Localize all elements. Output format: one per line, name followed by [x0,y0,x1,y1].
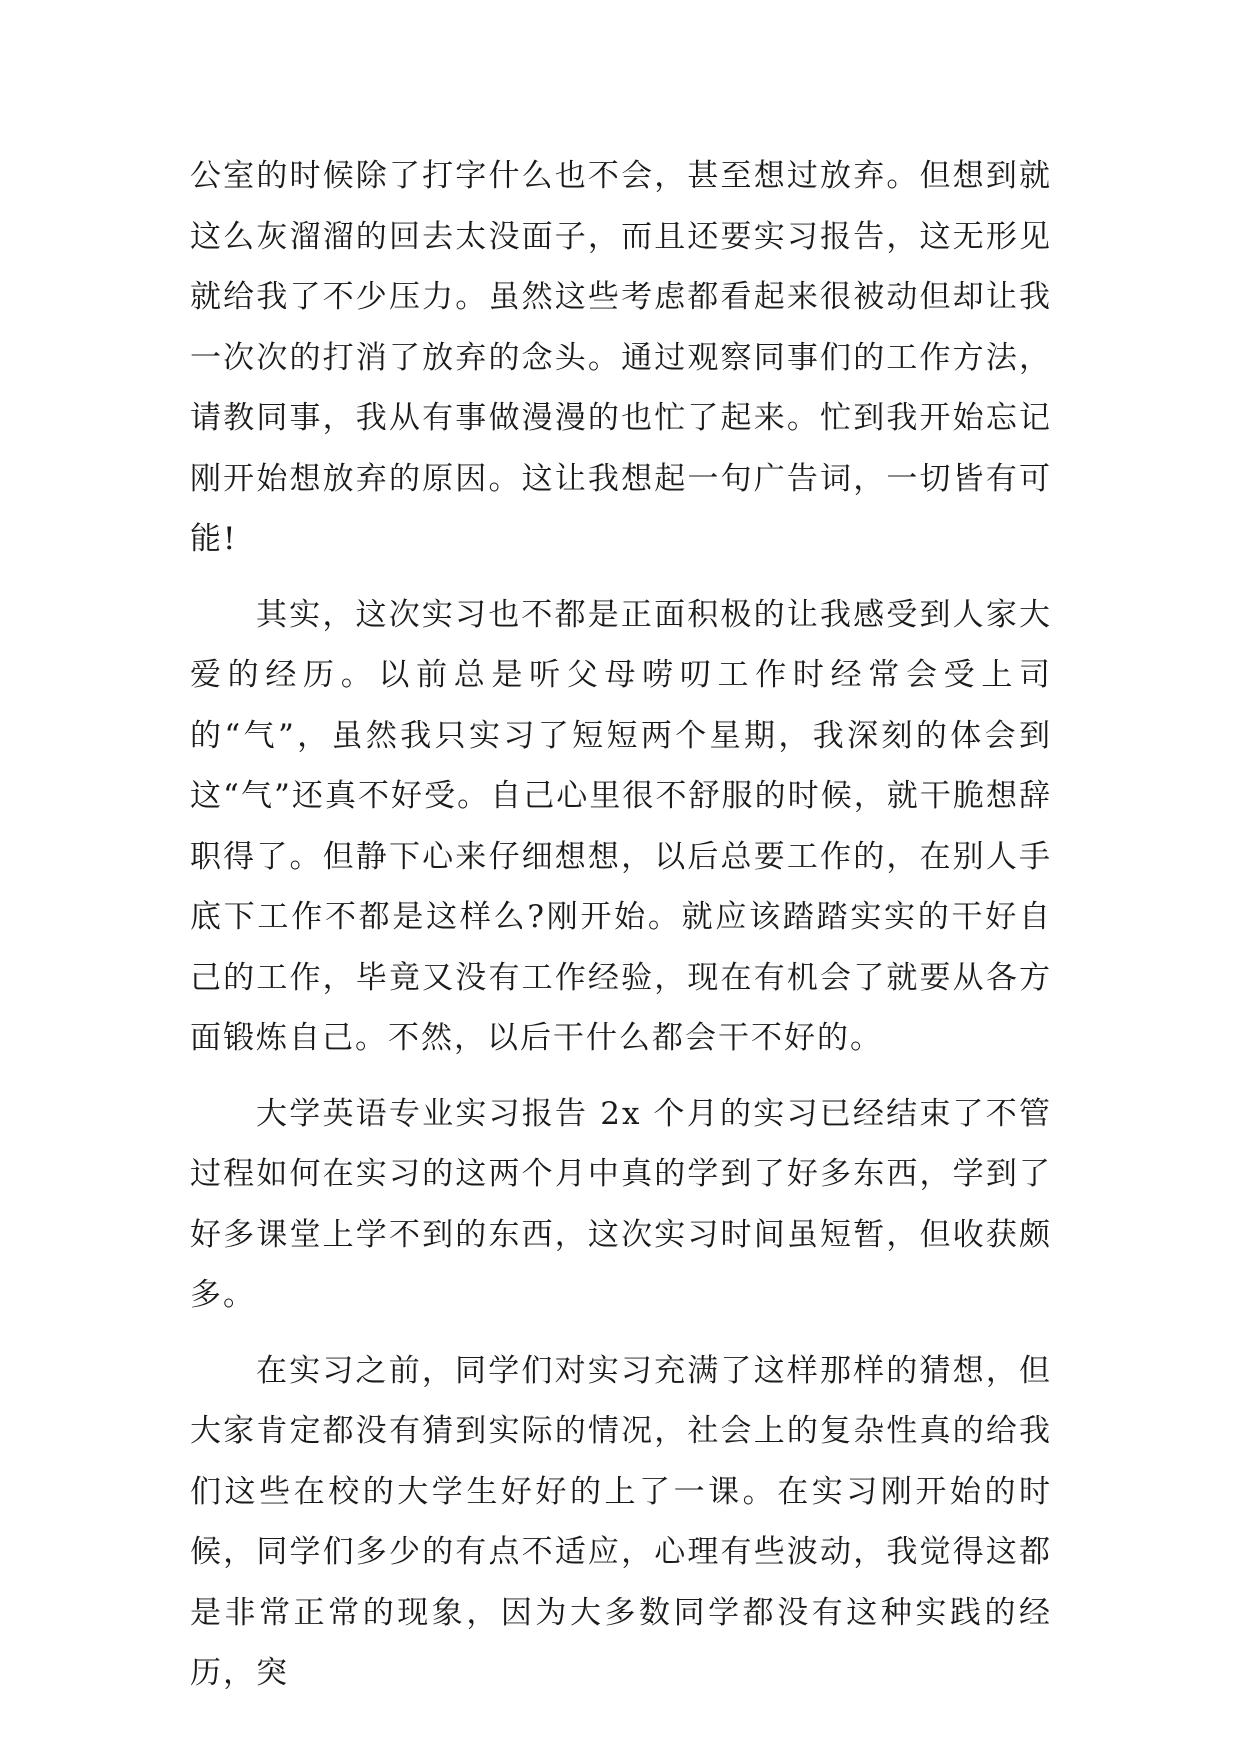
paragraph-2: 其实，这次实习也不都是正面积极的让我感受到人家大爱的经历。以前总是听父母唠叨工作时经常会受上司的“气”，虽然我只实习了短短两个星期，我深刻的体会到这“气”还真不好受。自己心里很不舒服的时候，就干脆想辞职得了。但静下心来仔细想想，以后总要工作的，在别人手底下工作不都是这样么?刚开始。就应该踏踏实实的干好自己的工作，毕竟又没有工作经验，现在有机会了就要从各方面锻炼自己。不然，以后干什么都会干不好的。 [190,596,1052,1056]
paragraph-3: 大学英语专业实习报告 2x 个月的实习已经结束了不管过程如何在实习的这两个月中真的学到了好多东西，学到了好多课堂上学不到的东西，这次实习时间虽短暂，但收获颇多。 [190,1095,1052,1313]
paragraph-4: 在实习之前，同学们对实习充满了这样那样的猜想，但大家肯定都没有猜到实际的情况，社会上的复杂性真的给我们这些在校的大学生好好的上了一课。在实习刚开始的时候，同学们多少的有点不适应，心理有些波动，我觉得这都是非常正常的现象，因为大多数同学都没有这种实践的经历，突 [190,1352,1052,1691]
paragraph-1: 公室的时候除了打字什么也不会，甚至想过放弃。但想到就这么灰溜溜的回去太没面子，而且还要实习报告，这无形见就给我了不少压力。虽然这些考虑都看起来很被动但却让我一次次的打消了放弃的念头。通过观察同事们的工作方法，请教同事，我从有事做漫漫的也忙了起来。忙到我开始忘记刚开始想放弃的原因。这让我想起一句广告词，一切皆有可能! [190,158,1052,557]
document-body [190,146,1052,1719]
